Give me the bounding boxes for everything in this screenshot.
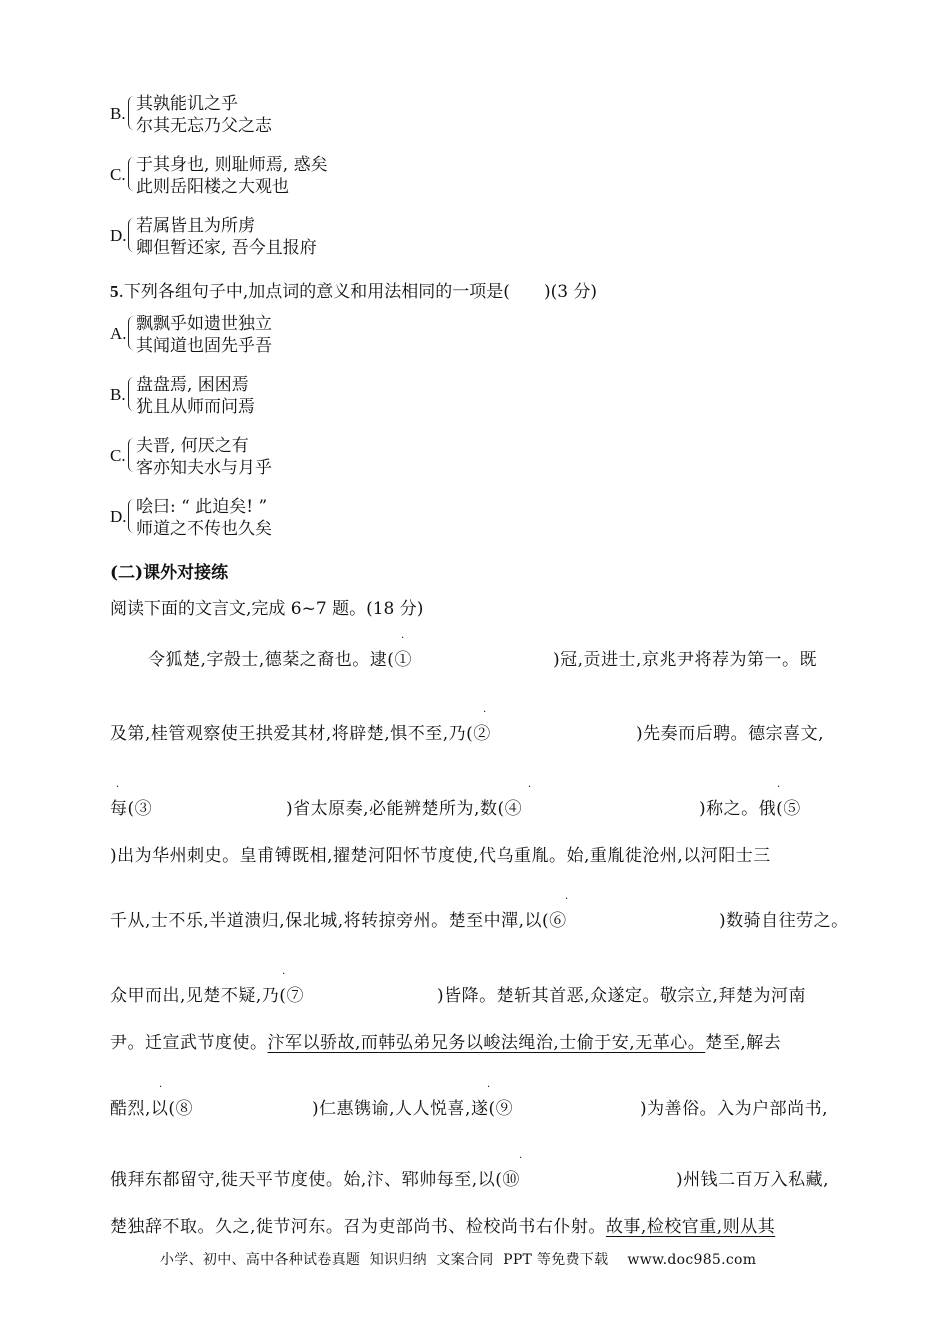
passage-text: 楚至,解去	[705, 1033, 782, 1053]
page-footer: 小学、初中、高中各种试卷真题 知识归纳 文案合同 PPT 等免费下载 www.doc985.com	[160, 1252, 757, 1268]
emphasis-dot-icon: ·	[401, 633, 405, 644]
emphasis-dot-icon: ·	[159, 1082, 163, 1093]
option-line-1: 若属皆且为所虏	[136, 216, 255, 236]
section-instruction: 阅读下面的文言文,完成 6~7 题。(18 分)	[110, 599, 424, 619]
emphasis-dot-icon: ·	[528, 782, 532, 793]
brace-icon	[128, 377, 134, 411]
option-line-1: 其孰能讥之乎	[136, 94, 238, 114]
section-title: (二)课外对接练	[110, 563, 229, 583]
passage-text: 及第,桂管观察使王拱爱其材,将辟楚,惧不至,乃(②	[110, 724, 491, 744]
question-score: )(3 分)	[543, 282, 598, 302]
passage-text: 每(③	[110, 799, 153, 819]
option-line-2: 卿但暂还家, 吾今且报府	[136, 238, 317, 258]
passage-text: 楚独辞不取。久之,徙节河东。召为吏部尚书、检校尚书右仆射。	[110, 1217, 606, 1237]
passage-text: )出为华州刺史。皇甫镈既相,擢楚河阳怀节度使,代乌重胤。始,重胤徙沧州,以河阳士三	[110, 846, 771, 866]
brace-icon	[128, 96, 134, 130]
option-line-1: 盘盘焉, 困困焉	[136, 375, 249, 395]
question-number: 5	[110, 282, 119, 301]
option-line-2: 尔其无忘乃父之志	[136, 116, 272, 136]
option-line-1: 哙曰: “ 此迫矣! ”	[136, 497, 268, 517]
brace-icon	[128, 218, 134, 252]
passage-text: )数骑自往劳之。	[719, 911, 849, 931]
emphasis-dot-icon: ·	[777, 782, 781, 793]
question-5	[110, 277, 597, 302]
passage-text: 千从,士不乐,半道溃归,保北城,将转掠旁州。楚至中潬,以(⑥	[110, 911, 567, 931]
emphasis-dot-icon: ·	[116, 782, 120, 793]
option-line-1: 飘飘乎如遗世独立	[136, 314, 272, 334]
emphasis-dot-icon: ·	[487, 1082, 491, 1093]
passage-text: 众甲而出,见楚不疑,乃(⑦	[110, 986, 304, 1006]
passage-text: 酷烈,以(⑧	[110, 1099, 194, 1119]
option-line-2: 师道之不传也久矣	[136, 519, 272, 539]
emphasis-dot-icon: ·	[282, 969, 286, 980]
passage-line-7	[110, 1028, 781, 1053]
passage-text: 俄拜东都留守,徙天平节度使。始,汴、郓帅每至,以(⑩	[110, 1170, 520, 1190]
passage-text: 令狐楚,字殻士,德棻之裔也。逮(①	[148, 650, 412, 670]
underlined-sentence: 汴军以骄故,而韩弘弟兄务以峻法绳治,士偷于安,无革心。	[267, 1033, 706, 1053]
emphasis-dot-icon: ·	[565, 894, 569, 905]
passage-text: )称之。俄(⑤	[699, 799, 801, 819]
underlined-sentence: 故事,检校官重,则从其	[605, 1217, 776, 1237]
passage-text: )仁惠镌谕,人人悦喜,遂(⑨	[312, 1099, 514, 1119]
passage-text: )先奏而后聘。德宗喜文,	[636, 724, 825, 744]
passage-text: )为善俗。入为户部尚书,	[640, 1099, 829, 1119]
option-line-2: 客亦知夫水与月乎	[136, 458, 272, 478]
option-letter: C.	[110, 165, 126, 184]
option-letter: D.	[110, 507, 127, 526]
question-text: .下列各组句子中,加点词的意义和用法相同的一项是(	[118, 282, 510, 302]
passage-text: )皆降。楚斩其首恶,众遂定。敬宗立,拜楚为河南	[437, 986, 806, 1006]
brace-icon	[128, 157, 134, 191]
option-line-1: 于其身也, 则耻师焉, 惑矣	[136, 155, 328, 175]
option-letter: C.	[110, 446, 126, 465]
passage-text: )州钱二百万入私藏,	[676, 1170, 830, 1190]
option-letter: A.	[110, 324, 127, 343]
option-line-1: 夫晋, 何厌之有	[136, 436, 249, 456]
brace-icon	[128, 499, 134, 533]
passage-text: )冠,贡进士,京兆尹将荐为第一。既	[553, 650, 817, 670]
option-letter: B.	[110, 385, 126, 404]
passage-text: )省太原奏,必能辨楚所为,数(④	[286, 799, 523, 819]
brace-icon	[128, 438, 134, 472]
option-letter: B.	[110, 104, 126, 123]
brace-icon	[128, 316, 134, 350]
passage-text: 尹。迁宣武节度使。	[110, 1033, 268, 1053]
option-line-2: 此则岳阳楼之大观也	[136, 177, 289, 197]
option-line-2: 其闻道也固先乎吾	[136, 336, 272, 356]
passage-line-10	[110, 1212, 775, 1237]
option-letter: D.	[110, 226, 127, 245]
emphasis-dot-icon: ·	[483, 707, 487, 718]
option-line-2: 犹且从师而问焉	[136, 397, 255, 417]
emphasis-dot-icon: ·	[519, 1153, 523, 1164]
